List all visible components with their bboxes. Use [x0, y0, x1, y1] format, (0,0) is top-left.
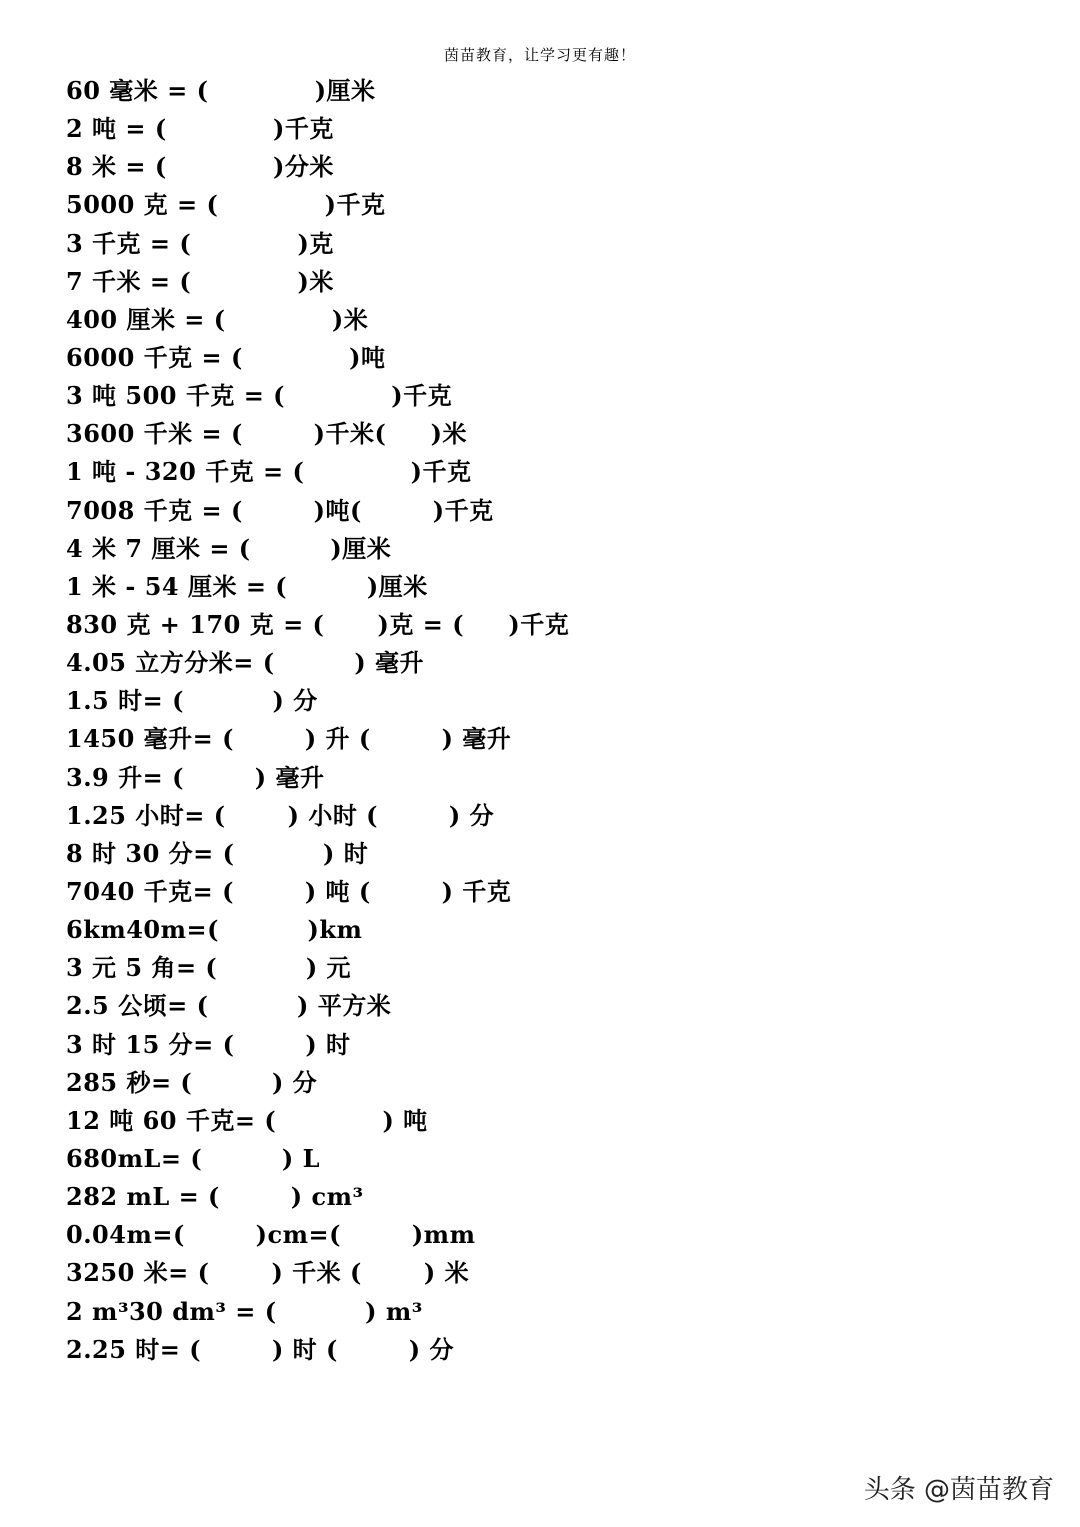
problem-line: 1 吨 - 320 千克 = ( )千克	[66, 457, 472, 487]
problem-line: 282 mL = ( ) cm³	[66, 1182, 364, 1212]
problem-line: 5000 克 = ( )千克	[66, 190, 386, 220]
watermark: 头条 @茵苗教育	[863, 1475, 1054, 1505]
problem-line: 285 秒= ( ) 分	[66, 1067, 318, 1097]
problem-line: 0.04m=( )cm=( )mm	[66, 1220, 476, 1250]
problem-line: 2 m³30 dm³ = ( ) m³	[66, 1296, 423, 1326]
problem-line: 6000 千克 = ( )吨	[66, 342, 386, 372]
problem-line: 2.25 时= ( ) 时 ( ) 分	[66, 1334, 454, 1364]
problem-line: 8 时 30 分= ( ) 时	[66, 838, 369, 868]
problem-line: 3.9 升= ( ) 毫升	[66, 762, 325, 792]
problem-line: 2.5 公顷= ( ) 平方米	[66, 991, 392, 1021]
problem-line: 4.05 立方分米= ( ) 毫升	[66, 648, 425, 678]
problem-line: 3 元 5 角= ( ) 元	[66, 953, 352, 983]
problem-line: 1.5 时= ( ) 分	[66, 686, 318, 716]
problem-line: 3600 千米 = ( )千米( )米	[66, 419, 468, 449]
problem-line: 7008 千克 = ( )吨( )千克	[66, 495, 494, 525]
problem-line: 2 吨 = ( )千克	[66, 114, 334, 144]
problem-line: 3250 米= ( ) 千米 ( ) 米	[66, 1258, 470, 1288]
problem-line: 60 毫米 = ( )厘米	[66, 76, 376, 105]
problem-line: 6km40m=( )km	[66, 915, 363, 945]
problem-line: 3 吨 500 千克 = ( )千克	[66, 381, 453, 411]
problem-line: 830 克 + 170 克 = ( )克 = ( )千克	[66, 609, 570, 639]
problem-line: 400 厘米 = ( )米	[66, 304, 369, 334]
problem-list	[66, 73, 569, 1370]
problem-line: 1 米 - 54 厘米 = ( )厘米	[66, 571, 428, 601]
problem-line: 680mL= ( ) L	[66, 1143, 320, 1173]
page-header: 茵苗教育，让学习更有趣！	[443, 46, 636, 64]
problem-line: 1.25 小时= ( ) 小时 ( ) 分	[66, 800, 495, 830]
problem-line: 1450 毫升= ( ) 升 ( ) 毫升	[66, 724, 512, 754]
problem-line: 3 时 15 分= ( ) 时	[66, 1029, 351, 1059]
problem-line: 7040 千克= ( ) 吨 ( ) 千克	[66, 876, 512, 906]
problem-line: 4 米 7 厘米 = ( )厘米	[66, 533, 392, 563]
problem-line: 3 千克 = ( )克	[66, 228, 334, 258]
problem-line: 8 米 = ( )分米	[66, 152, 334, 182]
problem-line: 12 吨 60 千克= ( ) 吨	[66, 1105, 428, 1135]
problem-line: 7 千米 = ( )米	[66, 266, 334, 296]
